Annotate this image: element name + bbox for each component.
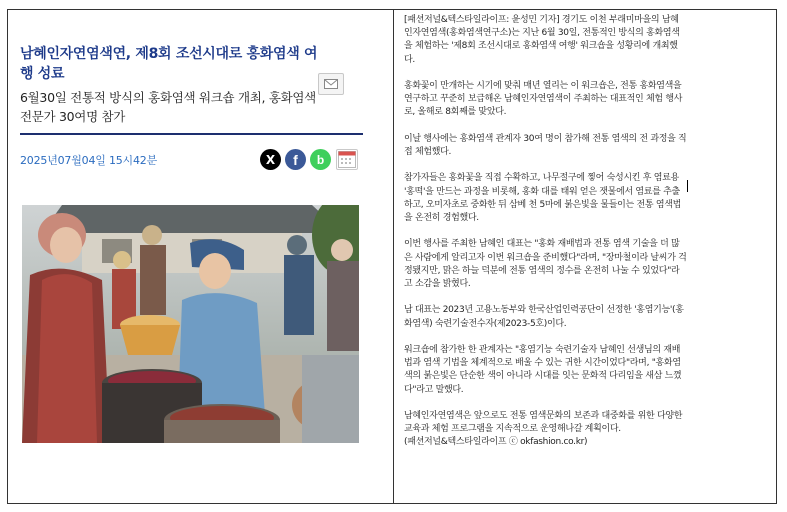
dyeing-workshop-photo <box>22 205 359 443</box>
text-cursor <box>687 180 688 192</box>
article-photo <box>22 205 359 443</box>
body-paragraph: 이날 행사에는 홍화염색 관계자 30여 명이 참가해 전통 염색의 전 과정을 직접 체험했다. <box>404 133 687 157</box>
calendar-icon <box>338 151 356 168</box>
x-icon: X <box>265 152 276 167</box>
body-paragraph: 남 대표는 2023년 고용노동부와 한국산업인력공단이 선정한 '홍염기능'(홍화염색) 숙련기술전수자(제2023-5호)이다. <box>404 305 684 329</box>
body-paragraph: 참가자들은 홍화꽃을 직접 수확하고, 나무절구에 찧어 숙성시킨 후 염료용 '홍떡'을 만드는 과정을 비롯해, 홍화 대를 태워 얻은 잿물에서 염료를 추출하고, 오미자초로 중화한 뒤 삼베 천 5마에 붉은빛을 물들이는 전통 염색법을 온전히 경험했다. <box>404 173 682 223</box>
column-divider <box>393 9 394 504</box>
article-title: 남혜인자연염색연, 제8회 조선시대로 홍화염색 여행 성료 <box>20 46 318 82</box>
body-paragraph: [패션저널&텍스타일라이프: 윤성민 기자] 경기도 이천 부래미마을의 남혜인자연염색(홍화염색연구소)는 지난 6월 30일, 전통적인 방식의 홍화염색을 체험하는 '제8회 조선시대로 홍화염색 여행' 워크숍을 성황리에 개최했다. <box>404 15 680 65</box>
share-calendar-button[interactable] <box>336 149 358 170</box>
body-paragraph: 남혜인자연염색은 앞으로도 전통 염색문화의 보존과 대중화를 위한 다양한 교육과 체험 프로그램을 지속적으로 운영해나갈 계획이다. <box>404 410 683 435</box>
title-rule <box>20 133 363 135</box>
publish-date: 2025년07월04일 15시42분 <box>20 154 158 167</box>
share-band-button[interactable] <box>310 149 331 170</box>
body-paragraph: 워크숍에 참가한 한 관계자는 "홍염기능 숙련기술자 남혜인 선생님의 재배법과 염색 기법을 체계적으로 배울 수 있는 귀한 시간이었다"라며, "홍화염색의 붉은빛은 단순한 색이 아니라 시대를 잇는 문화적 다리임을 새삼 느꼈다"라고 말했다. <box>404 344 682 395</box>
mail-icon <box>324 79 338 89</box>
share-facebook-button[interactable] <box>285 149 306 170</box>
email-button[interactable] <box>318 73 344 95</box>
article-body <box>404 14 687 450</box>
share-x-button[interactable] <box>260 149 281 170</box>
body-paragraph: 이번 행사를 주최한 남혜인 대표는 "홍화 재배법과 전통 염색 기술을 더 많은 사람에게 알리고자 이번 워크숍을 준비했다"라며, "장마철이라 날씨가 걱정됐지만, 맑은 하늘 덕분에 전통 염색의 정수를 온전히 나눌 수 있었다"라고 소감을 밝혔다. <box>404 239 687 289</box>
facebook-icon: f <box>293 151 298 168</box>
band-icon: b <box>316 152 325 167</box>
body-paragraph: 홍화꽃이 만개하는 시기에 맞춰 매년 열리는 이 워크숍은, 전통 홍화염색을 연구하고 꾸준히 보급해온 남혜인자연염색이 주최하는 대표적인 체험 행사로, 올해로 8회째를 맞았다. <box>404 81 683 118</box>
article-subtitle: 6월30일 전통적 방식의 홍화염색 워크숍 개최, 홍화염색 전문가 30여명 참가 <box>20 90 316 124</box>
article-credit: (패션저널&텍스타일라이프 ⓒ okfashion.co.kr) <box>404 437 588 448</box>
